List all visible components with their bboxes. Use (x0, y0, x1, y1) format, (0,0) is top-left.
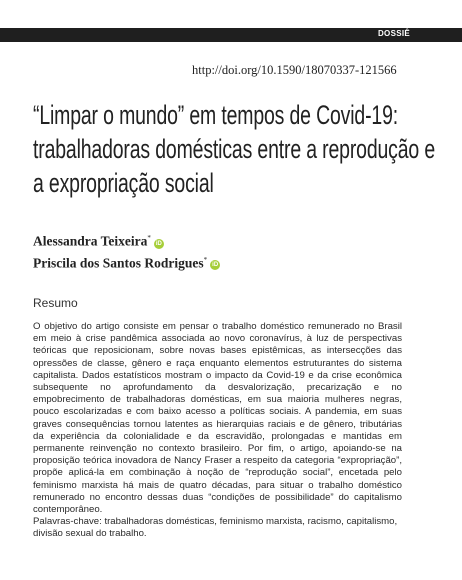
abstract-text: O objetivo do artigo consiste em pensar o trabalho doméstico remunerado no Brasil em meio à crise pandêmica associada ao novo coronavírus, à luz de perspectivas teóricas que reposicionam, sobre novas bases epistêmicas, as intersecções das opressões de classe, gênero e raça enquanto elementos estruturantes do sistema capitalista. Dados estatísticos mostram o impacto da Covid-19 e da crise econômica subsequente no aprofundamento da desvalorização, precarização e no empobrecimento de trabalhadoras domésticas, em sua maioria mulheres negras, pouco escolarizadas e com baixo acesso a políticas sociais. A pandemia, em suas graves consequências tornou latentes as hierarquias raciais e de gênero, tributárias da experiência da colonialidade e da escravidão, prolongadas e mantidas em permanente reinvenção no contexto brasileiro. Por fim, o artigo, apoiando-se na proposição teórica inovadora de Nancy Fraser a respeito da categoria “expropriação”, propõe aplicá-la em combinação à noção de “reprodução social”, encetada pelo feminismo marxista há mais de quatro décadas, para situar o trabalho doméstico remunerado no encontro dessas duas “condições de possibilidade” do capitalismo contemporâneo. (33, 321, 402, 516)
keywords: Palavras-chave: trabalhadoras domésticas, feminismo marxista, racismo, capitalismo, divisão sexual do trabalho. (33, 516, 398, 540)
section-tag: DOSSIÊ (377, 29, 410, 38)
abstract-heading: Resumo (33, 296, 78, 310)
doi-link[interactable]: http://doi.org/10.1590/18070337-121566 (192, 63, 397, 77)
article-title: “Limpar o mundo” em tempos de Covid-19: trabalhadoras domésticas entre a reprodução e a expropriação social (33, 100, 436, 198)
orcid-icon[interactable]: iD (212, 262, 219, 268)
footnote-mark: * (147, 234, 151, 242)
author-name: Priscila dos Santos Rodrigues (33, 255, 204, 270)
footnote-mark: * (203, 255, 208, 264)
author-name: Alessandra Teixeira (33, 233, 148, 249)
orcid-icon[interactable]: iD (155, 240, 162, 247)
author-list (33, 229, 220, 272)
author-2 (33, 251, 220, 273)
author-1 (33, 229, 220, 251)
section-bar (0, 28, 462, 42)
